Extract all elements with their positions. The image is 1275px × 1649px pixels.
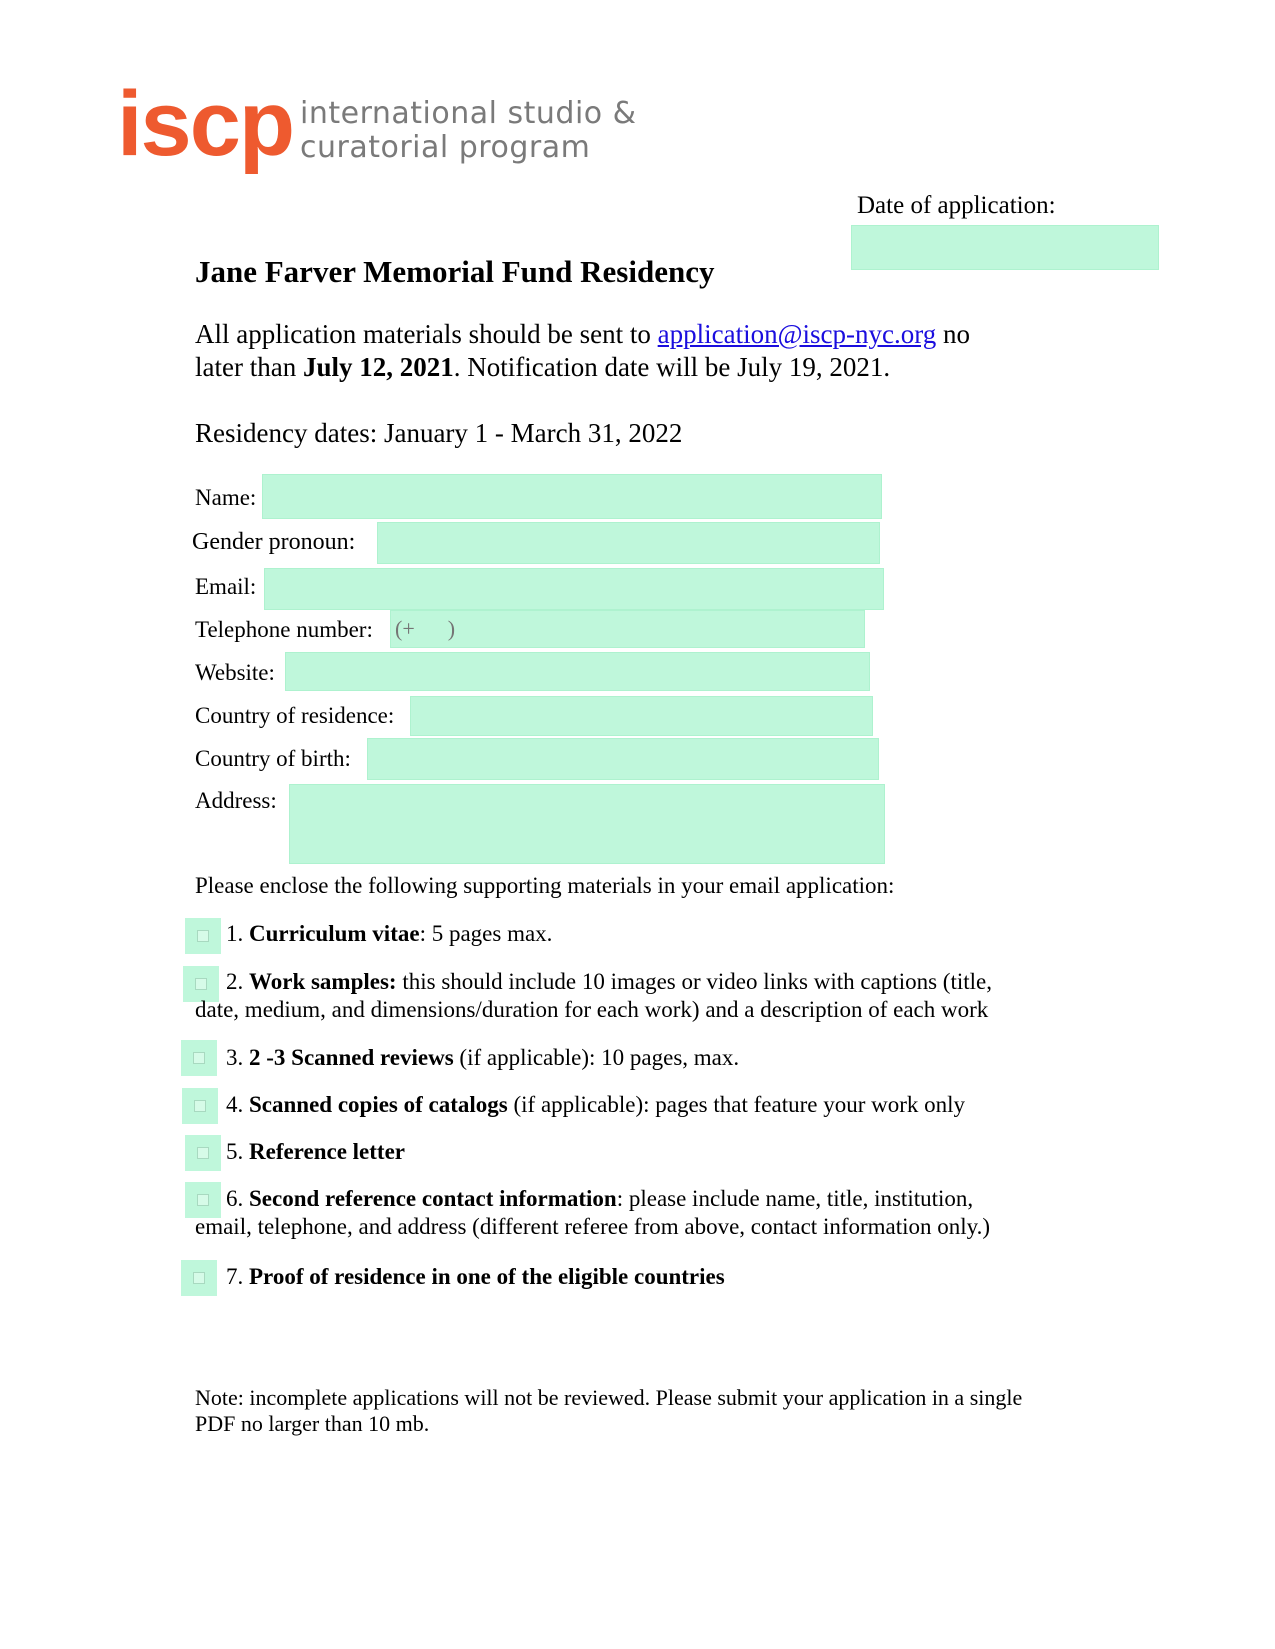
material-detail: (if applicable): 10 pages, max. xyxy=(453,1045,740,1070)
material-number: 4. xyxy=(226,1092,249,1117)
intro-line-2 xyxy=(195,351,890,384)
checkbox-scanned-reviews[interactable] xyxy=(181,1040,217,1076)
deadline-date: July 12, 2021 xyxy=(302,352,454,382)
checkbox-square-icon xyxy=(194,1100,206,1112)
name-label: Name: xyxy=(195,485,257,510)
gender-pronoun-label: Gender pronoun: xyxy=(192,529,356,555)
country-of-birth-input[interactable] xyxy=(368,739,878,779)
material-title: Proof of residence in one of the eligible countries xyxy=(249,1264,725,1289)
date-of-application-field[interactable] xyxy=(851,225,1159,270)
address-label: Address: xyxy=(195,788,277,813)
logo-mark-text: iscp xyxy=(117,73,294,175)
address-field[interactable] xyxy=(289,784,885,864)
page-title: Jane Farver Memorial Fund Residency xyxy=(195,254,715,289)
material-detail-line-2: email, telephone, and address (different referee from above, contact information only.) xyxy=(195,1214,991,1239)
material-number: 7. xyxy=(226,1264,249,1289)
email-field[interactable] xyxy=(264,568,884,610)
checkbox-square-icon xyxy=(197,930,209,942)
material-item-6 xyxy=(195,1185,990,1241)
country-of-residence-label: Country of residence: xyxy=(195,703,395,728)
intro-line-1 xyxy=(195,318,970,351)
checkbox-curriculum-vitae[interactable] xyxy=(185,918,221,954)
date-of-application-input[interactable] xyxy=(852,226,1158,269)
logo-name-line-2: curatorial program xyxy=(300,130,591,165)
material-title: Reference letter xyxy=(249,1139,405,1164)
material-item-2 xyxy=(195,968,992,1024)
checkbox-proof-of-residence[interactable] xyxy=(181,1260,217,1296)
country-of-birth-field[interactable] xyxy=(367,738,879,780)
material-item-4 xyxy=(226,1091,965,1119)
material-detail-line-2: date, medium, and dimensions/duration for each work) and a description of each work xyxy=(195,997,989,1022)
material-number: 2. xyxy=(226,969,249,994)
telephone-label: Telephone number: xyxy=(195,617,373,642)
material-title: 2 -3 Scanned reviews xyxy=(249,1045,454,1070)
material-item-7 xyxy=(226,1263,725,1291)
gender-pronoun-input[interactable] xyxy=(378,523,879,563)
country-of-residence-field[interactable] xyxy=(410,696,873,736)
material-number: 6. xyxy=(226,1186,249,1211)
date-of-application-label: Date of application: xyxy=(857,192,1056,219)
intro-text-1: All application materials should be sent to xyxy=(195,319,658,349)
material-detail: this should include 10 images or video links with captions (title, xyxy=(396,969,992,994)
name-field[interactable] xyxy=(262,474,882,519)
email-input[interactable] xyxy=(265,569,883,609)
logo-org-name xyxy=(300,97,637,165)
telephone-input[interactable] xyxy=(391,611,864,647)
country-of-residence-input[interactable] xyxy=(411,697,872,735)
checkbox-square-icon xyxy=(193,1272,205,1284)
material-item-3 xyxy=(226,1044,739,1072)
material-item-5 xyxy=(226,1138,405,1166)
website-input[interactable] xyxy=(286,653,869,690)
country-of-birth-label: Country of birth: xyxy=(195,746,351,771)
email-label: Email: xyxy=(195,574,257,599)
intro-text-2: no xyxy=(936,319,970,349)
material-title: Scanned copies of catalogs xyxy=(249,1092,508,1117)
material-title: Curriculum vitae xyxy=(249,921,420,946)
telephone-field[interactable] xyxy=(390,610,865,648)
materials-intro: Please enclose the following supporting materials in your email application: xyxy=(195,873,895,898)
material-number: 1. xyxy=(226,921,249,946)
logo-name-line-1: international studio & xyxy=(300,96,637,131)
material-number: 5. xyxy=(226,1139,249,1164)
address-input[interactable] xyxy=(290,785,884,863)
intro-text-4: . Notification date will be July 19, 2021. xyxy=(453,352,891,382)
residency-dates: Residency dates: January 1 - March 31, 2022 xyxy=(195,418,683,448)
checkbox-square-icon xyxy=(197,1147,209,1159)
note-line-2: PDF no larger than 10 mb. xyxy=(195,1411,430,1436)
website-label: Website: xyxy=(195,660,275,685)
website-field[interactable] xyxy=(285,652,870,691)
checkbox-reference-letter[interactable] xyxy=(185,1135,221,1171)
material-detail: (if applicable): pages that feature your work only xyxy=(507,1092,966,1117)
name-input[interactable] xyxy=(263,475,881,518)
material-item-1 xyxy=(226,920,552,948)
note-line-1: Note: incomplete applications will not be reviewed. Please submit your application in a single xyxy=(195,1385,1023,1410)
material-title: Work samples: xyxy=(249,969,397,994)
checkbox-square-icon xyxy=(193,1052,205,1064)
iscp-logo xyxy=(117,73,294,175)
intro-text-3: later than xyxy=(195,352,303,382)
submission-note xyxy=(195,1385,1022,1437)
material-detail: : 5 pages max. xyxy=(419,921,553,946)
checkbox-scanned-catalogs[interactable] xyxy=(182,1088,218,1124)
gender-pronoun-field[interactable] xyxy=(377,522,880,564)
material-title: Second reference contact information xyxy=(249,1186,617,1211)
material-detail: : please include name, title, institution, xyxy=(616,1186,974,1211)
material-number: 3. xyxy=(226,1045,249,1070)
application-email-link[interactable]: application@iscp-nyc.org xyxy=(657,319,937,349)
